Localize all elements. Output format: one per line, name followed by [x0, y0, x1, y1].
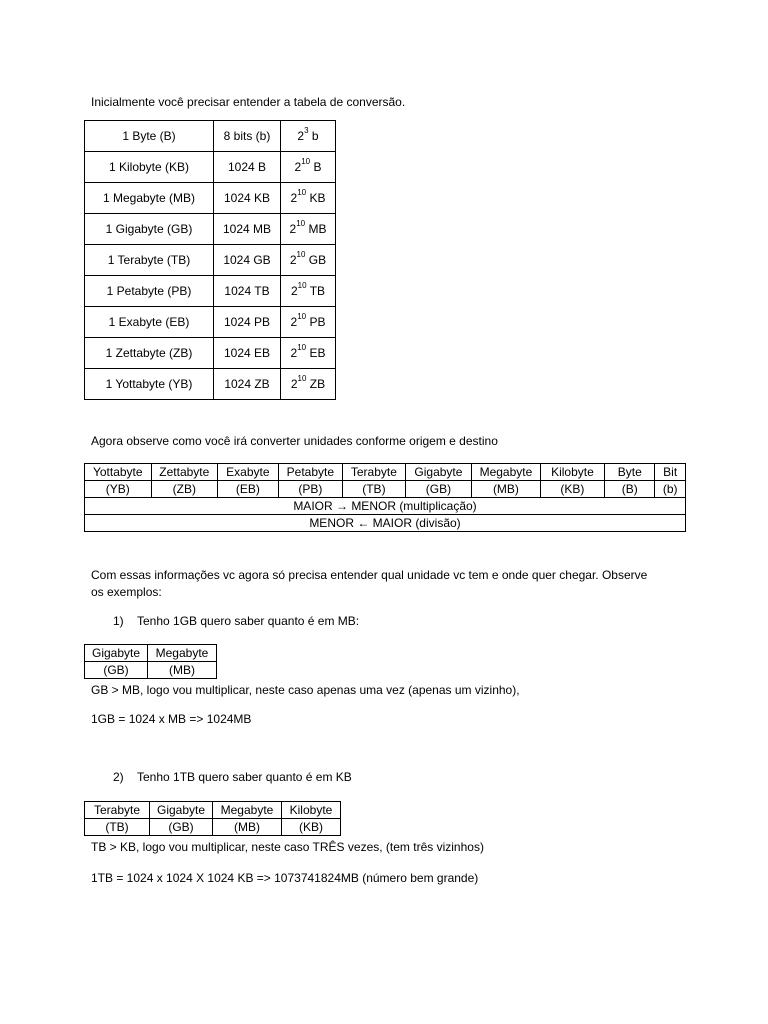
conversion-table — [84, 120, 336, 400]
unit-cell: 1 Byte (B) — [85, 121, 214, 152]
conversion-row — [85, 245, 336, 276]
unit-cell: 1 Megabyte (MB) — [85, 183, 214, 214]
power-exponent: 10 — [297, 188, 307, 197]
unit-name-cell: Yottabyte — [85, 464, 152, 481]
power-base: 2 — [289, 222, 297, 236]
power-exponent: 10 — [297, 343, 307, 352]
unit-name-cell: Kilobyte — [540, 464, 604, 481]
power-unit: PB — [309, 315, 326, 329]
example1-heading — [113, 614, 359, 628]
equiv-cell: 1024 B — [214, 152, 281, 183]
unit-cell: 1 Petabyte (PB) — [85, 276, 214, 307]
power-unit: TB — [309, 284, 326, 298]
conversion-row — [85, 183, 336, 214]
unit-name-cell: Megabyte — [148, 645, 217, 662]
conversion-row — [85, 214, 336, 245]
example1-result: 1GB = 1024 x MB => 1024MB — [91, 712, 252, 726]
unit-abbrev-cell: (KB) — [282, 819, 341, 836]
unit-cell: 1 Yottabyte (YB) — [85, 369, 214, 400]
power-base: 2 — [290, 284, 298, 298]
equiv-cell: 1024 PB — [214, 307, 281, 338]
power-cell — [281, 183, 336, 214]
power-exponent: 3 — [304, 126, 309, 135]
units-table — [84, 463, 686, 532]
power-exponent: 10 — [301, 157, 311, 166]
info-text-line2: os exemplos: — [91, 585, 162, 599]
unit-name-cell: Terabyte — [343, 464, 406, 481]
power-cell — [281, 214, 336, 245]
power-base: 2 — [297, 129, 305, 143]
unit-abbrev-cell: (GB) — [150, 819, 213, 836]
conversion-row — [85, 338, 336, 369]
unit-cell: 1 Zettabyte (ZB) — [85, 338, 214, 369]
unit-name-cell: Bit — [655, 464, 686, 481]
power-exponent: 10 — [297, 312, 307, 321]
power-exponent: 10 — [297, 374, 307, 383]
unit-abbrev-cell: (MB) — [148, 662, 217, 679]
power-cell — [281, 369, 336, 400]
unit-abbrev-cell: (B) — [605, 481, 655, 498]
example1-table — [84, 644, 217, 679]
unit-abbrev-cell: (GB) — [405, 481, 471, 498]
unit-abbrev-cell: (TB) — [85, 819, 150, 836]
rule-multiply: MAIOR → MENOR (multiplicação) — [85, 498, 686, 515]
unit-name-cell: Megabyte — [213, 802, 282, 819]
equiv-cell: 1024 MB — [214, 214, 281, 245]
conversion-row — [85, 276, 336, 307]
power-unit: EB — [309, 346, 326, 360]
power-base: 2 — [290, 346, 298, 360]
example2-explanation: TB > KB, logo vou multiplicar, neste caso TRÊS vezes, (tem três vizinhos) — [91, 840, 484, 854]
power-cell — [281, 121, 336, 152]
unit-cell: 1 Kilobyte (KB) — [85, 152, 214, 183]
unit-cell: 1 Terabyte (TB) — [85, 245, 214, 276]
unit-name-cell: Terabyte — [85, 802, 150, 819]
intro-text: Inicialmente você precisar entender a tabela de conversão. — [91, 95, 406, 109]
equiv-cell: 1024 TB — [214, 276, 281, 307]
unit-abbrev-cell: (YB) — [85, 481, 152, 498]
power-exponent: 10 — [296, 219, 306, 228]
observe-text: Agora observe como você irá converter unidades conforme origem e destino — [91, 434, 498, 448]
unit-abbrev-cell: (b) — [655, 481, 686, 498]
unit-name-cell: Byte — [605, 464, 655, 481]
equiv-cell: 1024 ZB — [214, 369, 281, 400]
unit-name-cell: Zettabyte — [151, 464, 218, 481]
unit-cell: 1 Gigabyte (GB) — [85, 214, 214, 245]
unit-abbrev-cell: (ZB) — [151, 481, 218, 498]
power-unit: b — [311, 129, 319, 143]
unit-abbrev-cell: (KB) — [540, 481, 604, 498]
unit-name-cell: Gigabyte — [150, 802, 213, 819]
example2-table — [84, 801, 341, 836]
power-base: 2 — [290, 191, 298, 205]
unit-abbrev-cell: (MB) — [472, 481, 541, 498]
unit-abbrev-cell: (MB) — [213, 819, 282, 836]
power-base: 2 — [294, 160, 302, 174]
equiv-cell: 1024 EB — [214, 338, 281, 369]
equiv-cell: 1024 KB — [214, 183, 281, 214]
unit-name-cell: Exabyte — [218, 464, 279, 481]
unit-name-cell: Megabyte — [472, 464, 541, 481]
power-base: 2 — [290, 315, 298, 329]
unit-abbrev-cell: (GB) — [85, 662, 148, 679]
power-unit: MB — [308, 222, 327, 236]
equiv-cell: 1024 GB — [214, 245, 281, 276]
unit-abbrev-cell: (TB) — [343, 481, 406, 498]
unit-name-cell: Gigabyte — [405, 464, 471, 481]
unit-cell: 1 Exabyte (EB) — [85, 307, 214, 338]
unit-abbrev-cell: (EB) — [218, 481, 279, 498]
power-exponent: 10 — [296, 250, 306, 259]
power-cell — [281, 307, 336, 338]
example2-result: 1TB = 1024 x 1024 X 1024 KB => 1073741824MB (número bem grande) — [91, 871, 479, 885]
conversion-row — [85, 307, 336, 338]
conversion-row — [85, 121, 336, 152]
equiv-cell: 8 bits (b) — [214, 121, 281, 152]
unit-abbrev-cell: (PB) — [278, 481, 343, 498]
unit-name-cell: Kilobyte — [282, 802, 341, 819]
example1-title: Tenho 1GB quero saber quanto é em MB: — [137, 614, 360, 628]
power-exponent: 10 — [297, 281, 307, 290]
power-unit: ZB — [309, 377, 326, 391]
info-text-line1: Com essas informações vc agora só precisa entender qual unidade vc tem e onde quer chegar. Observe — [91, 568, 648, 582]
example2-heading — [113, 770, 352, 784]
conversion-row — [85, 152, 336, 183]
power-unit: GB — [308, 253, 327, 267]
example2-title: Tenho 1TB quero saber quanto é em KB — [137, 770, 352, 784]
example2-number: 2) — [113, 770, 124, 784]
power-unit: B — [313, 160, 322, 174]
conversion-row — [85, 369, 336, 400]
example1-number: 1) — [113, 614, 124, 628]
unit-name-cell: Petabyte — [278, 464, 343, 481]
power-unit: KB — [309, 191, 326, 205]
rule-divide: MENOR ← MAIOR (divisão) — [85, 515, 686, 532]
power-cell — [281, 245, 336, 276]
example1-explanation: GB > MB, logo vou multiplicar, neste caso apenas uma vez (apenas um vizinho), — [91, 683, 520, 697]
power-cell — [281, 276, 336, 307]
power-cell — [281, 152, 336, 183]
unit-name-cell: Gigabyte — [85, 645, 148, 662]
power-cell — [281, 338, 336, 369]
power-base: 2 — [289, 253, 297, 267]
power-base: 2 — [290, 377, 298, 391]
